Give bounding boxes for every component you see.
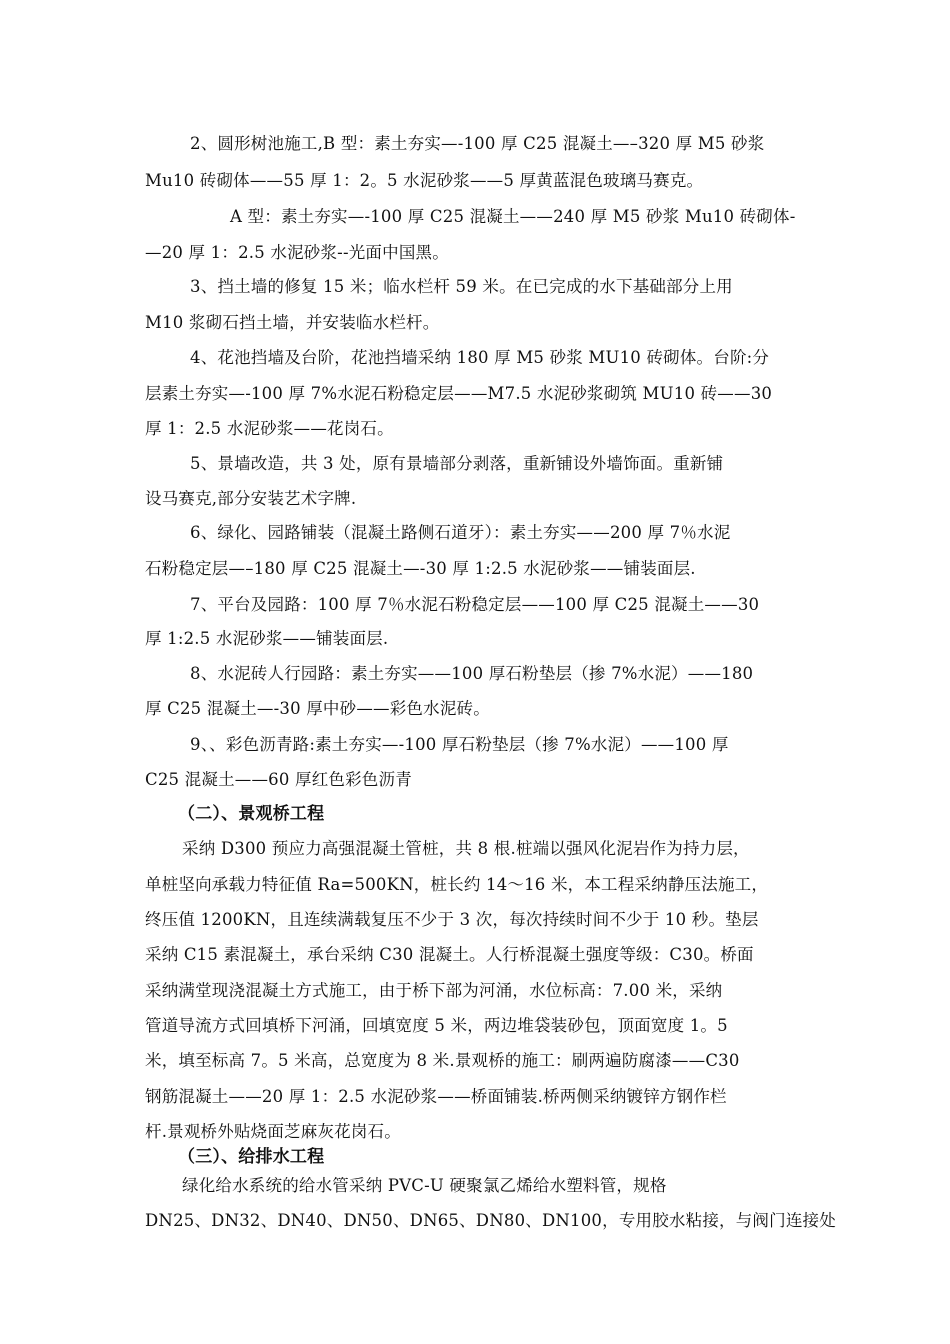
text-line: 管道导流方式回填桥下河涌，回填宽度 5 米，两边堆袋装砂包，顶面宽度 1。5: [145, 1016, 728, 1035]
text-line: 采纳 D300 预应力高强混凝土管桩，共 8 根.桩端以强风化泥岩作为持力层，: [182, 839, 750, 858]
text-line: 单桩坚向承载力特征值 Ra=500KN，桩长约 14～16 米，本工程采纳静压法施工，: [145, 875, 769, 894]
text-line: 3、挡土墙的修复 15 米；临水栏杆 59 米。在已完成的水下基础部分上用: [190, 277, 733, 296]
text-line: 钢筋混凝土——20 厚 1：2.5 水泥砂浆——桥面铺装.桥两侧采纳镀锌方钢作栏: [145, 1087, 727, 1106]
text-line: C25 混凝土——60 厚红色彩色沥青: [145, 770, 412, 789]
text-line: 6、绿化、园路铺装（混凝土路侧石道牙）：素土夯实——200 厚 7％水泥: [190, 523, 731, 542]
text-line: DN25、DN32、DN40、DN50、DN65、DN80、DN100，专用胶水粘接，与阀门连接处: [145, 1211, 836, 1230]
text-line: 终压值 1200KN，且连续满载复压不少于 3 次，每次持续时间不少于 10 秒。垫层: [145, 910, 759, 929]
text-line: 层素土夯实—-100 厚 7%水泥石粉稳定层——M7.5 水泥砂浆砌筑 MU10 砖——30: [145, 384, 773, 403]
section-heading: （二）、景观桥工程: [178, 804, 325, 824]
section-heading: （三）、给排水工程: [178, 1147, 325, 1167]
text-line: 采纳 C15 素混凝土，承台采纳 C30 混凝土。人行桥混凝土强度等级：C30。桥面: [145, 945, 754, 964]
text-line: 绿化给水系统的给水管采纳 PVC-U 硬聚氯乙烯给水塑料管，规格: [182, 1176, 667, 1195]
text-line: 7、平台及园路：100 厚 7％水泥石粉稳定层——100 厚 C25 混凝土——30: [190, 595, 760, 614]
text-line: 9、、彩色沥青路:素土夯实—-100 厚石粉垫层（掺 7%水泥）——100 厚: [190, 735, 729, 754]
text-line: M10 浆砌石挡土墙，并安装临水栏杆。: [145, 313, 440, 332]
text-line: Mu10 砖砌体——55 厚 1：2。5 水泥砂浆——5 厚黄蓝混色玻璃马赛克。: [145, 171, 704, 190]
text-line: 厚 1：2.5 水泥砂浆——花岗石。: [145, 419, 394, 438]
text-line: 4、花池挡墙及台阶，花池挡墙采纳 180 厚 M5 砂浆 MU10 砖砌体。台阶:分: [190, 348, 770, 367]
text-line: A 型：素土夯实—-100 厚 C25 混凝土——240 厚 M5 砂浆 Mu10 砖砌体-: [230, 207, 796, 226]
text-line: —20 厚 1：2.5 水泥砂浆--光面中国黑。: [145, 243, 449, 262]
text-line: 5、景墙改造，共 3 处，原有景墙部分剥落，重新铺设外墙饰面。重新铺: [190, 454, 724, 473]
text-line: 采纳满堂现浇混凝土方式施工，由于桥下部为河涌，水位标高：7.00 米，采纳: [145, 981, 723, 1000]
text-line: 设马赛克,部分安装艺术字牌.: [145, 489, 357, 508]
text-line: 石粉稳定层—–180 厚 C25 混凝土—-30 厚 1:2.5 水泥砂浆——铺装面层.: [145, 559, 696, 578]
text-line: 厚 C25 混凝土—-30 厚中砂——彩色水泥砖。: [145, 699, 490, 718]
text-line: 8、水泥砖人行园路：素土夯实——100 厚石粉垫层（掺 7%水泥）——180: [190, 664, 754, 683]
text-line: 米，填至标高 7。5 米高，总宽度为 8 米.景观桥的施工：刷两遍防腐漆——C30: [145, 1051, 740, 1070]
text-line: 杆.景观桥外贴烧面芝麻灰花岗石。: [145, 1122, 401, 1141]
text-line: 2、圆形树池施工,B 型：素土夯实—-100 厚 C25 混凝土—–320 厚 M5 砂浆: [190, 134, 765, 153]
text-line: 厚 1:2.5 水泥砂浆——铺装面层.: [145, 629, 389, 648]
